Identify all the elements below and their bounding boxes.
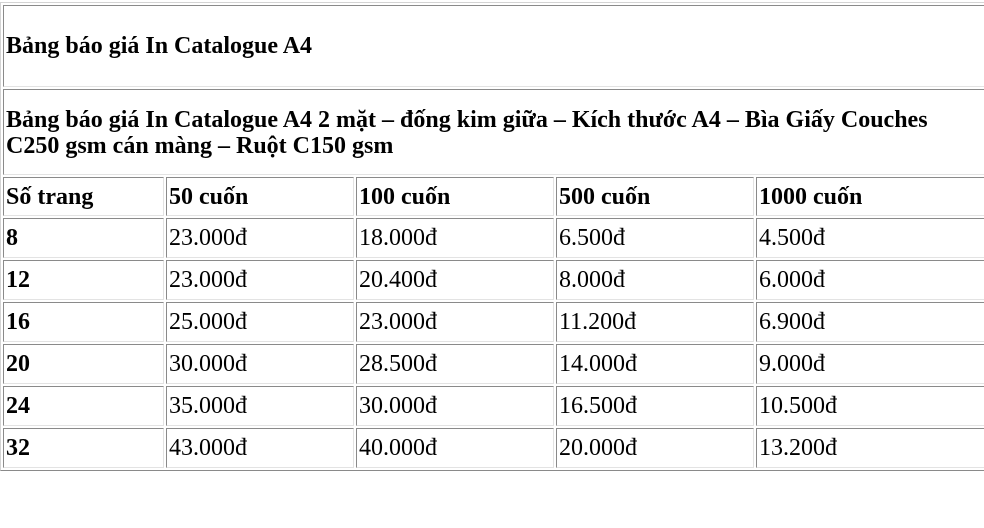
price-cell: 4.500đ xyxy=(756,218,984,258)
price-cell: 6.500đ xyxy=(556,218,754,258)
price-cell: 23.000đ xyxy=(166,218,354,258)
table-row xyxy=(3,344,984,384)
table-row xyxy=(3,428,984,468)
price-cell: 9.000đ xyxy=(756,344,984,384)
row-pages: 20 xyxy=(3,344,164,384)
price-cell: 23.000đ xyxy=(166,260,354,300)
table-row xyxy=(3,260,984,300)
header-qty-100: 100 cuốn xyxy=(356,177,554,216)
price-cell: 14.000đ xyxy=(556,344,754,384)
price-cell: 25.000đ xyxy=(166,302,354,342)
table-row xyxy=(3,218,984,258)
row-pages: 8 xyxy=(3,218,164,258)
price-table xyxy=(0,2,984,471)
subtitle-row xyxy=(3,89,984,175)
row-pages: 32 xyxy=(3,428,164,468)
header-qty-500: 500 cuốn xyxy=(556,177,754,216)
price-cell: 30.000đ xyxy=(356,386,554,426)
price-cell: 40.000đ xyxy=(356,428,554,468)
price-cell: 10.500đ xyxy=(756,386,984,426)
row-pages: 16 xyxy=(3,302,164,342)
header-pages: Số trang xyxy=(3,177,164,216)
header-qty-50: 50 cuốn xyxy=(166,177,354,216)
price-cell: 28.500đ xyxy=(356,344,554,384)
price-cell: 30.000đ xyxy=(166,344,354,384)
table-row xyxy=(3,302,984,342)
row-pages: 12 xyxy=(3,260,164,300)
price-cell: 43.000đ xyxy=(166,428,354,468)
price-cell: 35.000đ xyxy=(166,386,354,426)
price-cell: 11.200đ xyxy=(556,302,754,342)
table-subtitle: Bảng báo giá In Catalogue A4 2 mặt – đống kim giữa – Kích thước A4 – Bìa Giấy Couches C250 gsm cán màng – Ruột C150 gsm xyxy=(3,89,984,175)
price-cell: 16.500đ xyxy=(556,386,754,426)
price-cell: 8.000đ xyxy=(556,260,754,300)
header-row xyxy=(3,177,984,216)
price-cell: 20.400đ xyxy=(356,260,554,300)
header-qty-1000: 1000 cuốn xyxy=(756,177,984,216)
price-cell: 20.000đ xyxy=(556,428,754,468)
table-row xyxy=(3,386,984,426)
price-cell: 6.000đ xyxy=(756,260,984,300)
price-cell: 13.200đ xyxy=(756,428,984,468)
price-cell: 23.000đ xyxy=(356,302,554,342)
price-cell: 18.000đ xyxy=(356,218,554,258)
price-cell: 6.900đ xyxy=(756,302,984,342)
row-pages: 24 xyxy=(3,386,164,426)
title-row xyxy=(3,5,984,87)
table-title: Bảng báo giá In Catalogue A4 xyxy=(3,5,984,87)
